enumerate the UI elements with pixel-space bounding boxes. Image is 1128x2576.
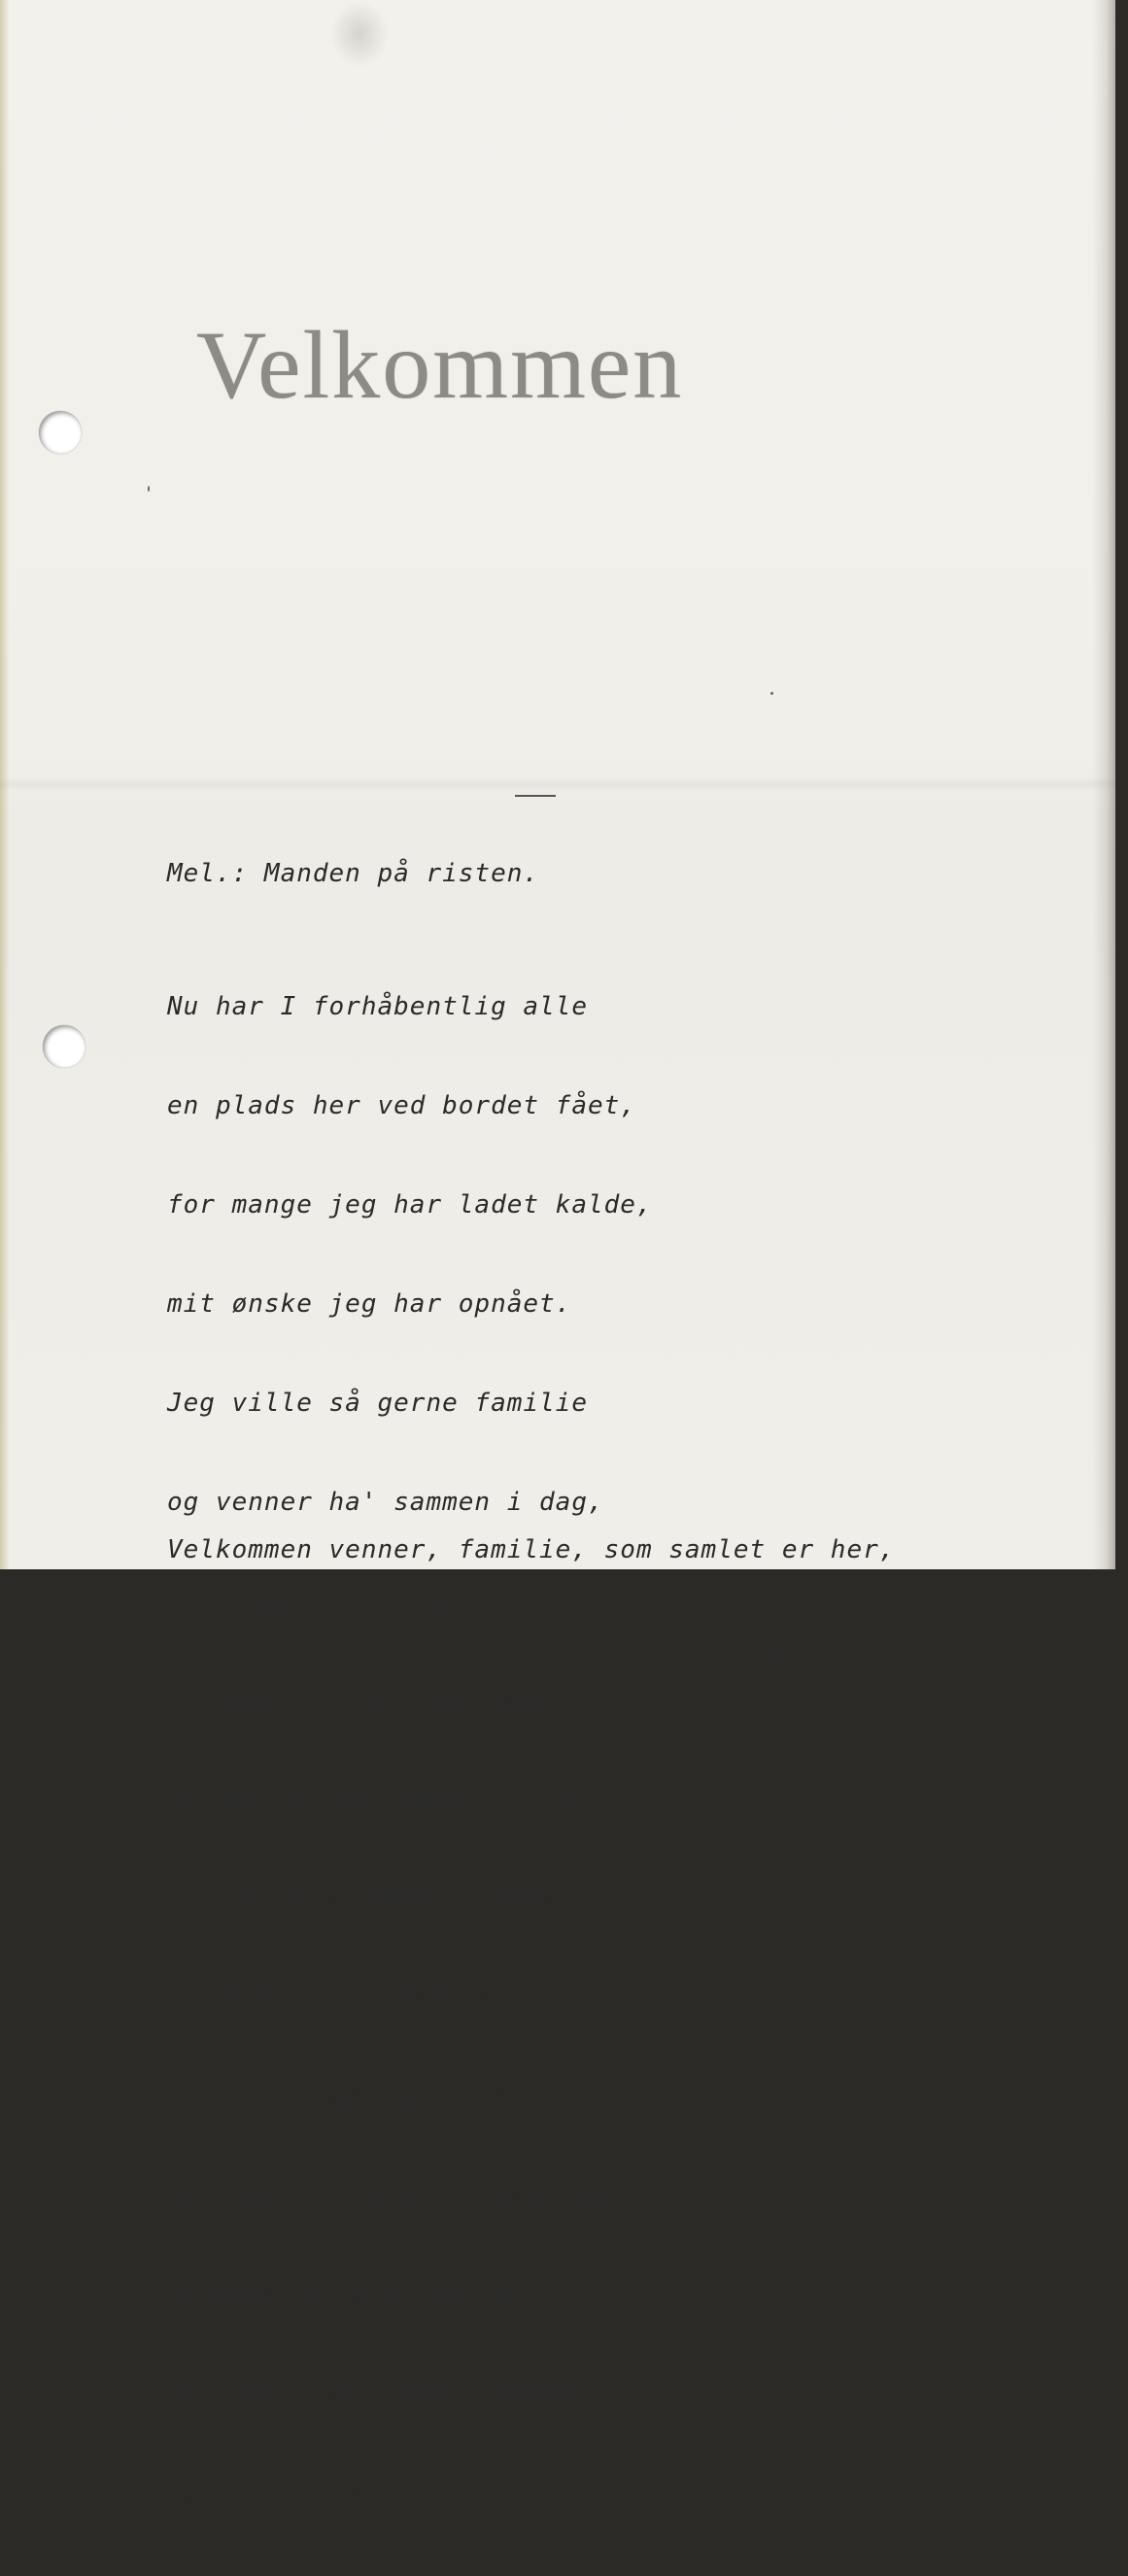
verse-line: for mange jeg har ladet kalde, bbox=[167, 1190, 653, 1219]
verse-line: og ingen kan nogen standse, bbox=[167, 2380, 604, 2409]
song-verse bbox=[167, 924, 701, 2576]
page-title: Velkommen bbox=[196, 311, 684, 419]
verse-line: Så derfor jeg håber, vi more bbox=[167, 1785, 621, 1814]
ink-smudge bbox=[330, 0, 389, 68]
punch-hole-top bbox=[39, 411, 82, 454]
punch-hole-bottom bbox=[43, 1025, 85, 1068]
verse-line: mit ønske jeg har opnået. bbox=[167, 1289, 572, 1319]
verse-line: en plads her ved bordet fået, bbox=[167, 1091, 636, 1120]
verse-line: til alle har fået nok. bbox=[167, 2082, 524, 2112]
fold-dash-mark bbox=[515, 795, 556, 797]
refrain-line: lad festen blive et minde for mig så kært! bbox=[167, 1634, 847, 1664]
verse-line: Og bagefter skal vi skam danse bbox=[167, 2181, 653, 2211]
verse-line: Nu har I forhåbentlig alle bbox=[167, 992, 588, 1021]
verse-line: og venner ha' sammen i dag, bbox=[167, 1488, 604, 1517]
verse-line: før dagen er blevet sen. bbox=[167, 2479, 556, 2508]
verse-line: Jeg ville så gerne familie bbox=[167, 1389, 588, 1418]
paper-speck bbox=[770, 692, 773, 695]
verse-line: for ingen ved noget, om atter bbox=[167, 1587, 636, 1616]
fold-crease bbox=[0, 777, 1115, 791]
verse-line: vi mødes i festligt lag. bbox=[167, 1686, 556, 1715]
melody-note: Mel.: Manden på risten. bbox=[167, 859, 540, 888]
verse-line: og more os alle som én, bbox=[167, 2281, 540, 2310]
refrain-line: Velkommen venner, familie, som samlet er her, bbox=[167, 1535, 896, 1564]
verse-line: så drik nu og skål nu og spis nu, bbox=[167, 1983, 701, 2012]
paper-speck bbox=[148, 486, 150, 492]
song-refrain bbox=[167, 1467, 895, 1732]
verse-line: os kan allesammen i flok, bbox=[167, 1884, 572, 1913]
